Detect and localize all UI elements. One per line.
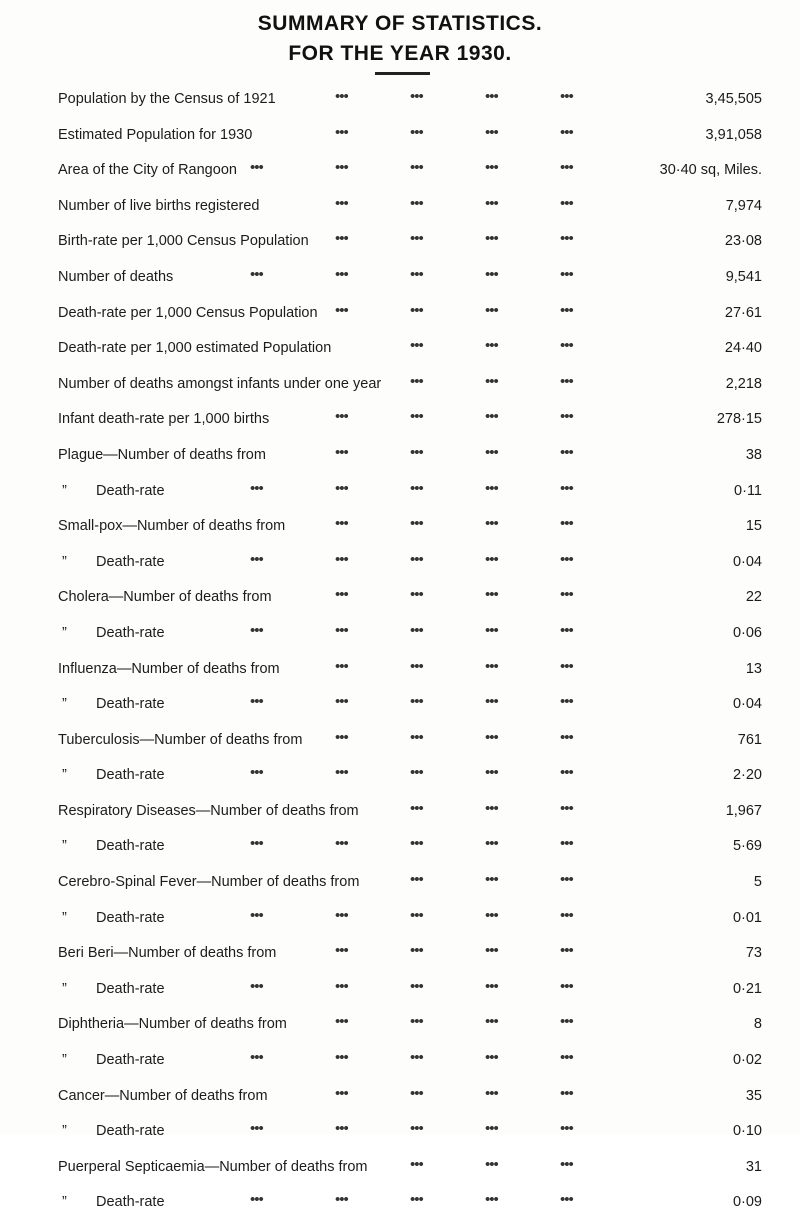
leader-dots: ••• [485,195,498,212]
leader-dots: ••• [335,694,348,711]
row-label [62,981,165,997]
leader-dots: ••• [485,409,498,426]
row-label-text: Death-rate [96,553,165,570]
row-label: Cerebro-Spinal Fever—Number of deaths from [58,874,360,891]
leader-dots: ••• [335,516,348,533]
row-value: 73 [745,945,762,962]
leader-dots: ••• [335,587,348,604]
leader-dots: ••• [560,694,573,711]
row-label: Puerperal Septicaemia—Number of deaths from [58,1158,368,1175]
row-label [62,767,165,783]
leader-dots: ••• [485,622,498,639]
leader-dots: ••• [560,836,573,853]
table-row [0,904,800,940]
leader-dots: ••• [485,1085,498,1102]
leader-dots: ••• [560,1050,573,1067]
row-label [62,554,165,570]
ditto-mark: ” [62,767,67,784]
leader-dots: ••• [335,729,348,746]
table-row [0,975,800,1011]
leader-dots: ••• [485,907,498,924]
leader-dots: ••• [560,943,573,960]
leader-dots: ••• [410,195,423,212]
table-row [0,655,800,691]
table-row [0,1082,800,1118]
row-label [62,838,165,854]
table-row [0,761,800,797]
leader-dots: ••• [335,1121,348,1138]
leader-dots: ••• [250,907,263,924]
leader-dots: ••• [335,231,348,248]
leader-dots: ••• [410,373,423,390]
row-value: 13 [745,660,762,677]
leader-dots: ••• [335,444,348,461]
leader-dots: ••• [485,1121,498,1138]
ditto-mark: ” [62,624,67,641]
table-row [0,868,800,904]
row-label: Number of deaths [58,268,174,285]
leader-dots: ••• [485,658,498,675]
leader-dots: ••• [410,729,423,746]
row-label: Infant death-rate per 1,000 births [58,411,270,428]
leader-dots: ••• [410,1014,423,1031]
leader-dots: ••• [335,1014,348,1031]
row-label-text: Death-rate [96,1052,165,1069]
leader-dots: ••• [250,694,263,711]
row-label: Area of the City of Rangoon [58,162,237,179]
leader-dots: ••• [335,765,348,782]
leader-dots: ••• [410,622,423,639]
leader-dots: ••• [560,978,573,995]
row-value: 3,91,058 [705,126,762,143]
row-label [62,483,165,499]
table-row [0,512,800,548]
leader-dots: ••• [485,836,498,853]
row-label-text: Death-rate [96,696,165,713]
leader-dots: ••• [485,444,498,461]
leader-dots: ••• [250,765,263,782]
leader-dots: ••• [335,658,348,675]
page-subtitle: FOR THE YEAR 1930. [288,42,512,65]
table-row [0,405,800,441]
leader-dots: ••• [485,1014,498,1031]
leader-dots: ••• [250,266,263,283]
table-row [0,1153,800,1189]
table-row [0,726,800,762]
leader-dots: ••• [410,231,423,248]
row-value: 35 [745,1087,762,1104]
leader-dots: ••• [250,160,263,177]
row-label-text: Death-rate [96,482,165,499]
leader-dots: ••• [485,373,498,390]
leader-dots: ••• [560,266,573,283]
row-value: 761 [737,731,762,748]
leader-dots: ••• [485,302,498,319]
leader-dots: ••• [560,1192,573,1209]
leader-dots: ••• [560,729,573,746]
table-row [0,690,800,726]
table-row [0,192,800,228]
row-label: Death-rate per 1,000 Census Population [58,304,318,321]
leader-dots: ••• [485,231,498,248]
leader-dots: ••• [410,516,423,533]
leader-dots: ••• [410,658,423,675]
leader-dots: ••• [335,195,348,212]
leader-dots: ••• [485,266,498,283]
row-value: 7,974 [725,197,762,214]
leader-dots: ••• [485,338,498,355]
ditto-mark: ” [62,1123,67,1140]
row-value: 5 [753,874,762,891]
ditto-mark: ” [62,838,67,855]
row-value: 0·11 [734,482,762,499]
row-value: 0·04 [732,696,762,713]
row-label-text: Death-rate [96,624,165,641]
leader-dots: ••• [485,551,498,568]
row-value: 27·61 [724,304,762,321]
leader-dots: ••• [335,160,348,177]
leader-dots: ••• [335,302,348,319]
table-row [0,1010,800,1046]
leader-dots: ••• [410,1156,423,1173]
table-row [0,1117,800,1153]
table-row [0,263,800,299]
row-value: 278·15 [716,411,762,428]
row-value: 23·08 [724,233,762,250]
leader-dots: ••• [250,978,263,995]
row-value: 0·06 [732,624,762,641]
leader-dots: ••• [410,124,423,141]
row-value: 0·04 [732,553,762,570]
leader-dots: ••• [485,978,498,995]
leader-dots: ••• [410,302,423,319]
leader-dots: ••• [250,1050,263,1067]
leader-dots: ••• [250,622,263,639]
leader-dots: ••• [335,1192,348,1209]
leader-dots: ••• [485,480,498,497]
leader-dots: ••• [250,551,263,568]
row-label [62,1194,165,1210]
row-value: 0·09 [732,1194,762,1211]
leader-dots: ••• [485,1050,498,1067]
row-label: Tuberculosis—Number of deaths from [58,731,303,748]
leader-dots: ••• [410,89,423,105]
table-row [0,1188,800,1224]
leader-dots: ••• [560,516,573,533]
row-label: Number of live births registered [58,197,260,214]
leader-dots: ••• [410,338,423,355]
leader-dots: ••• [560,409,573,426]
leader-dots: ••• [410,587,423,604]
row-label-text: Death-rate [96,909,165,926]
leader-dots: ••• [560,444,573,461]
row-label: Cancer—Number of deaths from [58,1087,268,1104]
leader-dots: ••• [410,266,423,283]
row-value: 0·10 [732,1123,762,1140]
row-value: 2·20 [732,767,762,784]
row-value: 1,967 [725,802,762,819]
leader-dots: ••• [485,943,498,960]
leader-dots: ••• [410,551,423,568]
row-value: 0·01 [732,909,762,926]
leader-dots: ••• [250,836,263,853]
row-value: 3,45,505 [705,91,762,107]
leader-dots: ••• [250,1192,263,1209]
leader-dots: ••• [560,338,573,355]
row-label: Influenza—Number of deaths from [58,660,280,677]
leader-dots: ••• [560,907,573,924]
leader-dots: ••• [410,694,423,711]
leader-dots: ••• [335,124,348,141]
table-row [0,334,800,370]
leader-dots: ••• [560,765,573,782]
leader-dots: ••• [410,943,423,960]
leader-dots: ••• [335,409,348,426]
table-row [0,1046,800,1082]
ditto-mark: ” [62,696,67,713]
leader-dots: ••• [560,872,573,889]
row-label-text: Death-rate [96,767,165,784]
leader-dots: ••• [410,444,423,461]
leader-dots: ••• [410,765,423,782]
leader-dots: ••• [485,587,498,604]
leader-dots: ••• [560,1014,573,1031]
leader-dots: ••• [485,1156,498,1173]
leader-dots: ••• [560,622,573,639]
title-underline [375,72,430,75]
row-value: 31 [745,1158,762,1175]
leader-dots: ••• [335,89,348,105]
row-label [62,625,165,641]
row-value: 24·40 [724,340,762,357]
table-row [0,583,800,619]
table-row [0,299,800,335]
leader-dots: ••• [485,765,498,782]
leader-dots: ••• [335,907,348,924]
page-title: SUMMARY OF STATISTICS. [257,12,543,35]
table-row [0,477,800,513]
row-label [62,1123,165,1139]
leader-dots: ••• [485,729,498,746]
ditto-mark: ” [62,1194,67,1211]
row-value: 0·02 [732,1052,762,1069]
leader-dots: ••• [560,124,573,141]
row-label-text: Death-rate [96,980,165,997]
row-label [62,910,165,926]
table-row [0,441,800,477]
ditto-mark: ” [62,482,67,499]
leader-dots: ••• [410,160,423,177]
table-row [0,548,800,584]
row-label [62,696,165,712]
row-label-text: Death-rate [96,1194,165,1211]
leader-dots: ••• [560,1156,573,1173]
leader-dots: ••• [560,587,573,604]
row-label: Death-rate per 1,000 estimated Population [58,340,332,357]
leader-dots: ••• [335,943,348,960]
leader-dots: ••• [410,1192,423,1209]
table-row [0,121,800,157]
row-value: 2,218 [725,375,762,392]
leader-dots: ••• [560,551,573,568]
leader-dots: ••• [485,516,498,533]
row-value: 38 [745,446,762,463]
ditto-mark: ” [62,1052,67,1069]
leader-dots: ••• [560,373,573,390]
row-label: Diphtheria—Number of deaths from [58,1016,287,1033]
leader-dots: ••• [335,551,348,568]
leader-dots: ••• [485,89,498,105]
row-label: Number of deaths amongst infants under one year [58,375,382,392]
leader-dots: ••• [335,1050,348,1067]
table-row [0,85,800,121]
row-label-text: Death-rate [96,838,165,855]
row-label: Birth-rate per 1,000 Census Population [58,233,309,250]
row-label-text: Death-rate [96,1123,165,1140]
row-label: Small-pox—Number of deaths from [58,518,286,535]
leader-dots: ••• [410,1121,423,1138]
row-value: 0·21 [732,980,762,997]
row-label: Estimated Population for 1930 [58,126,253,143]
ditto-mark: ” [62,909,67,926]
leader-dots: ••• [335,266,348,283]
statistics-table [0,85,800,1224]
leader-dots: ••• [410,1050,423,1067]
leader-dots: ••• [485,694,498,711]
leader-dots: ••• [560,800,573,817]
leader-dots: ••• [560,160,573,177]
leader-dots: ••• [410,480,423,497]
leader-dots: ••• [560,1085,573,1102]
leader-dots: ••• [560,89,573,105]
leader-dots: ••• [335,836,348,853]
leader-dots: ••• [410,800,423,817]
leader-dots: ••• [410,872,423,889]
row-value: 22 [745,589,762,606]
leader-dots: ••• [335,622,348,639]
row-label: Beri Beri—Number of deaths from [58,945,277,962]
leader-dots: ••• [485,872,498,889]
row-value: 30·40 sq, Miles. [659,162,762,179]
row-label [62,1052,165,1068]
leader-dots: ••• [335,480,348,497]
leader-dots: ••• [410,978,423,995]
table-row [0,156,800,192]
leader-dots: ••• [485,1192,498,1209]
leader-dots: ••• [250,1121,263,1138]
table-row [0,939,800,975]
row-value: 5·69 [732,838,762,855]
leader-dots: ••• [560,658,573,675]
ditto-mark: ” [62,553,67,570]
leader-dots: ••• [410,409,423,426]
row-label: Population by the Census of 1921 [58,91,276,107]
table-row [0,370,800,406]
leader-dots: ••• [410,907,423,924]
row-label: Plague—Number of deaths from [58,446,266,463]
row-label: Cholera—Number of deaths from [58,589,272,606]
leader-dots: ••• [485,160,498,177]
leader-dots: ••• [485,124,498,141]
leader-dots: ••• [560,195,573,212]
leader-dots: ••• [560,1121,573,1138]
row-label: Respiratory Diseases—Number of deaths from [58,802,359,819]
row-value: 8 [753,1016,762,1033]
table-row [0,797,800,833]
leader-dots: ••• [560,480,573,497]
leader-dots: ••• [560,231,573,248]
ditto-mark: ” [62,980,67,997]
leader-dots: ••• [410,1085,423,1102]
leader-dots: ••• [335,978,348,995]
leader-dots: ••• [250,480,263,497]
leader-dots: ••• [560,302,573,319]
row-value: 9,541 [725,268,762,285]
leader-dots: ••• [410,836,423,853]
row-value: 15 [745,518,762,535]
leader-dots: ••• [485,800,498,817]
table-row [0,832,800,868]
leader-dots: ••• [335,1085,348,1102]
table-row [0,619,800,655]
table-row [0,227,800,263]
